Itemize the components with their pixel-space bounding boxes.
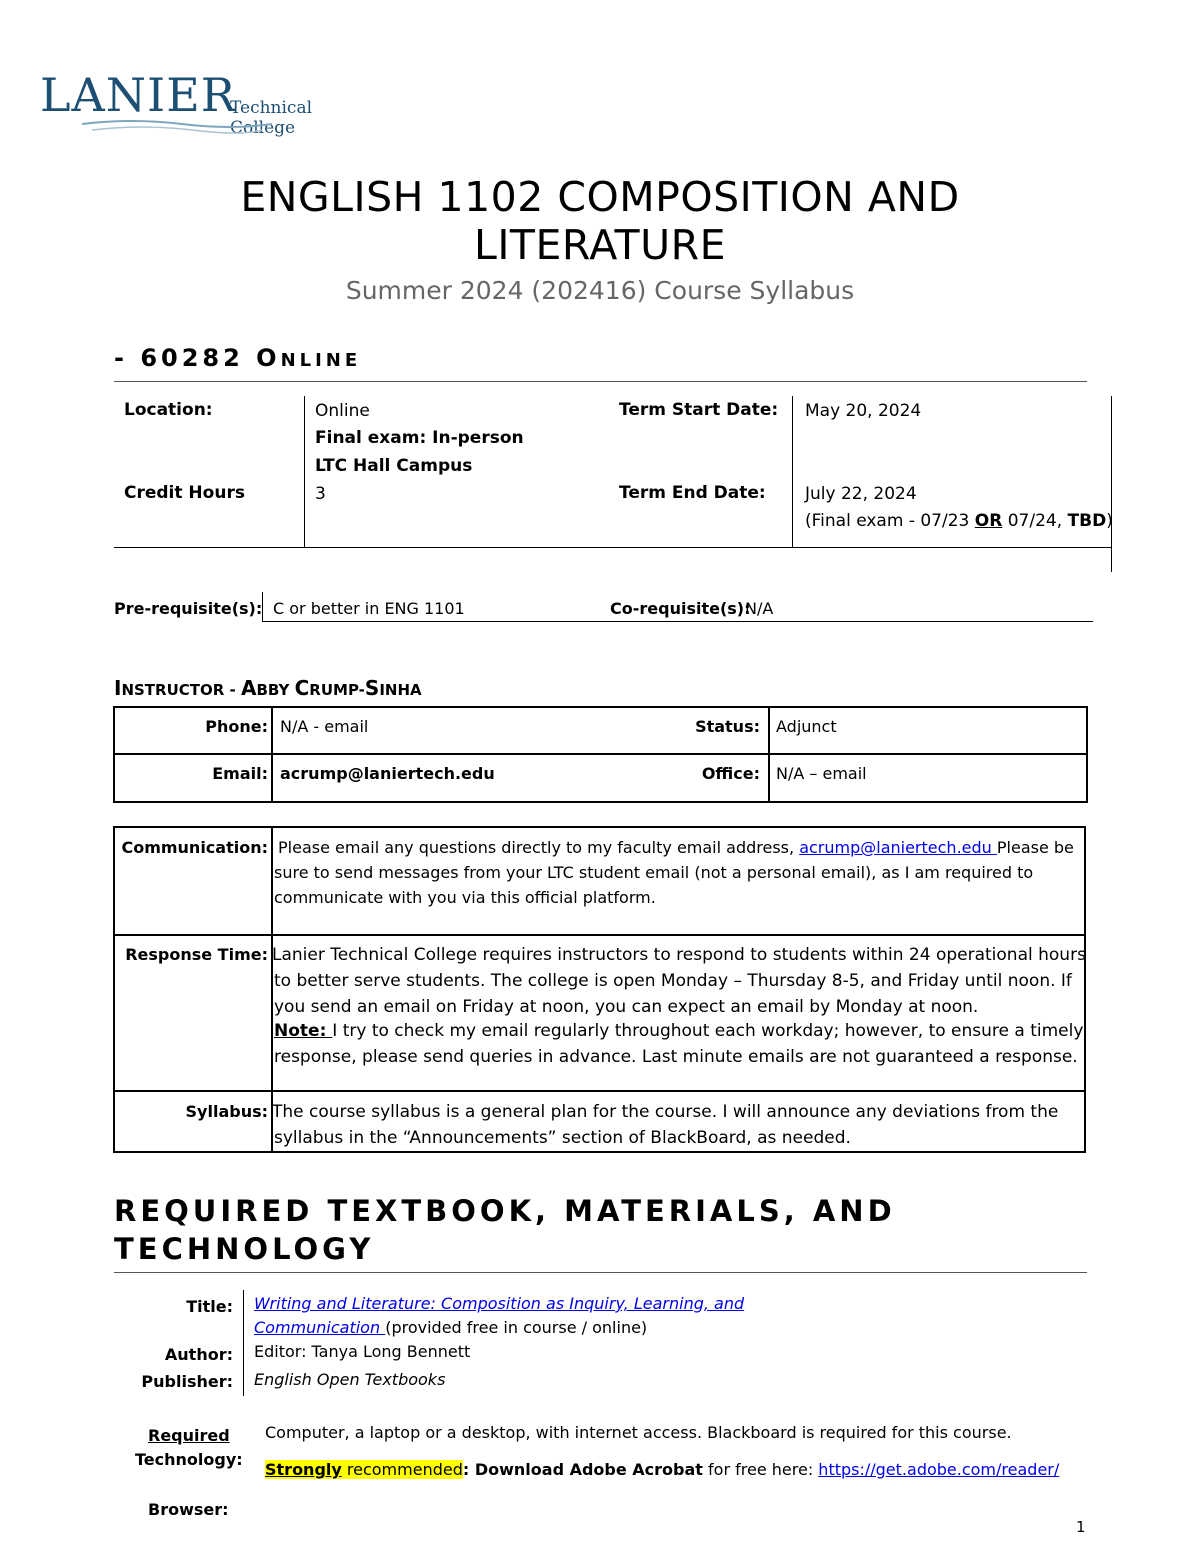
response-line4-text: I try to check my email regularly throughout each workday; however, to ensure a timely	[332, 1021, 1084, 1041]
download-text: Download Adobe Acrobat	[469, 1460, 703, 1479]
section-o: O	[256, 344, 281, 372]
textbook-divider	[243, 1290, 244, 1396]
required-divider	[114, 1272, 1087, 1273]
communication-line2: sure to send messages from your LTC student email (not a personal email), as I am required to	[274, 863, 1034, 882]
textbook-link[interactable]: Writing and Literature: Composition as Inquiry, Learning, and	[254, 1294, 745, 1313]
section-rest: NLINE	[280, 350, 362, 371]
prereq-divider	[262, 592, 263, 622]
response-line2: to better serve students. The college is open Monday – Thursday 8-5, and Friday until noon. If	[274, 971, 1072, 991]
page-number: 1	[1076, 1518, 1086, 1536]
heading-i: I	[114, 676, 122, 700]
heading-c: C	[294, 676, 310, 700]
section-divider	[114, 381, 1087, 382]
heading-rest2: BBY	[256, 681, 295, 699]
email-label: Email:	[212, 764, 268, 783]
communication-line3: communicate with you via this official platform.	[274, 888, 656, 907]
heading-rest4: INHA	[379, 681, 422, 699]
policies-row-divider-2	[113, 1090, 1086, 1092]
end-note-tbd: TBD	[1067, 511, 1107, 531]
info-divider-1	[304, 396, 305, 548]
acrobat-recommendation	[265, 1460, 1059, 1479]
required-heading-line1: REQUIRED TEXTBOOK, MATERIALS, AND	[114, 1194, 896, 1228]
term-end-note	[805, 508, 1113, 535]
adobe-reader-link[interactable]: https://get.adobe.com/reader/	[818, 1460, 1060, 1479]
response-time-label: Response Time:	[125, 945, 268, 964]
publisher-label: Publisher:	[141, 1372, 233, 1391]
prereq-label: Pre-requisite(s):	[114, 599, 263, 618]
logo-wave-icon	[82, 118, 272, 134]
term-end-value: July 22, 2024	[805, 484, 917, 504]
location-label: Location:	[124, 400, 213, 420]
recommended-text: recommended	[341, 1460, 463, 1479]
phone-value: N/A - email	[280, 717, 369, 736]
coreq-value: N/A	[745, 599, 774, 618]
tech-value: Computer, a laptop or a desktop, with internet access. Blackboard is required for this course.	[265, 1423, 1012, 1442]
credit-hours-value: 3	[315, 484, 326, 504]
syllabus-line1: The course syllabus is a general plan for the course. I will announce any deviations from the	[272, 1102, 1059, 1122]
phone-label: Phone:	[205, 717, 268, 736]
communication-line1	[278, 835, 1078, 861]
logo-wordmark: LANIER	[40, 68, 237, 122]
campus-note: LTC Hall Campus	[315, 456, 473, 476]
term-start-value: May 20, 2024	[805, 401, 922, 421]
credit-hours-label: Credit Hours	[124, 483, 245, 503]
logo-subtitle: Technical College	[230, 98, 313, 138]
term-start-label: Term Start Date:	[619, 400, 779, 420]
section-code	[114, 344, 361, 372]
prereq-value: C or better in ENG 1101	[273, 599, 465, 618]
instructor-col-1	[271, 706, 273, 803]
end-note-or: OR	[974, 511, 1003, 531]
info-divider-3	[1111, 396, 1112, 572]
section-number: - 60282	[114, 344, 257, 372]
textbook-title-line2	[254, 1318, 647, 1337]
status-value: Adjunct	[776, 717, 837, 736]
textbook-link-cont[interactable]: Communication	[254, 1318, 386, 1337]
author-label: Author:	[164, 1345, 233, 1364]
tech-label-line2: Technology:	[135, 1450, 243, 1469]
info-bottom-border	[114, 547, 1112, 548]
end-note-pre: (Final exam - 07/23	[805, 511, 975, 531]
response-line3: you send an email on Friday at noon, you can expect an email by Monday at noon.	[274, 997, 979, 1017]
browser-label: Browser:	[148, 1500, 229, 1519]
rec-colon: :	[462, 1460, 470, 1479]
office-value: N/A – email	[776, 764, 867, 783]
instructor-heading	[114, 676, 422, 700]
syllabus-line2: syllabus in the “Announcements” section of BlackBoard, as needed.	[274, 1128, 851, 1148]
heading-a: A	[240, 676, 257, 700]
course-subtitle: Summer 2024 (202416) Course Syllabus	[345, 276, 855, 305]
strongly-text: Strongly	[265, 1460, 342, 1479]
college-logo	[40, 68, 370, 138]
coreq-label: Co-requisite(s):	[610, 599, 751, 618]
comm-post: Please be	[996, 838, 1074, 857]
title-label: Title:	[186, 1297, 233, 1316]
textbook-note: (provided free in course / online)	[385, 1318, 648, 1337]
prereq-underline	[262, 621, 1093, 622]
instructor-col-2	[768, 706, 770, 803]
end-note-mid: 07/24,	[1002, 511, 1068, 531]
heading-rest1: NSTRUCTOR -	[121, 681, 241, 699]
comm-pre: Please email any questions directly to my faculty email address,	[278, 838, 800, 857]
response-line4	[274, 1018, 1083, 1044]
email-value[interactable]: acrump@laniertech.edu	[280, 764, 495, 783]
required-heading	[114, 1192, 1014, 1268]
location-value: Online	[315, 401, 370, 421]
comm-email-link[interactable]: acrump@laniertech.edu	[799, 838, 997, 857]
info-divider-2	[792, 396, 793, 548]
heading-rest3: RUMP-	[309, 681, 365, 699]
response-line5: response, please send queries in advance. Last minute emails are not guaranteed a response.	[274, 1047, 1078, 1067]
term-end-label: Term End Date:	[619, 483, 766, 503]
textbook-title-line1	[254, 1294, 744, 1313]
course-title-line1: ENGLISH 1102 COMPOSITION AND	[240, 173, 960, 221]
free-text: for free here:	[702, 1460, 819, 1479]
tech-label-line1: Required	[148, 1426, 230, 1445]
publisher-value: English Open Textbooks	[254, 1370, 446, 1389]
office-label: Office:	[701, 764, 760, 783]
end-note-close: )	[1106, 511, 1113, 531]
author-value: Editor: Tanya Long Bennett	[254, 1342, 471, 1361]
status-label: Status:	[695, 717, 760, 736]
note-label: Note:	[274, 1021, 333, 1041]
communication-label: Communication:	[121, 838, 268, 857]
heading-s: S	[364, 676, 380, 700]
policies-row-divider-1	[113, 934, 1086, 936]
required-heading-line2: TECHNOLOGY	[114, 1232, 375, 1266]
instructor-row-divider	[113, 753, 1088, 755]
course-title-line2: LITERATURE	[473, 221, 727, 269]
syllabus-label: Syllabus:	[185, 1102, 268, 1121]
response-line1: Lanier Technical College requires instructors to respond to students within 24 operational hours	[272, 945, 1086, 965]
final-exam-note: Final exam: In-person	[315, 428, 524, 448]
